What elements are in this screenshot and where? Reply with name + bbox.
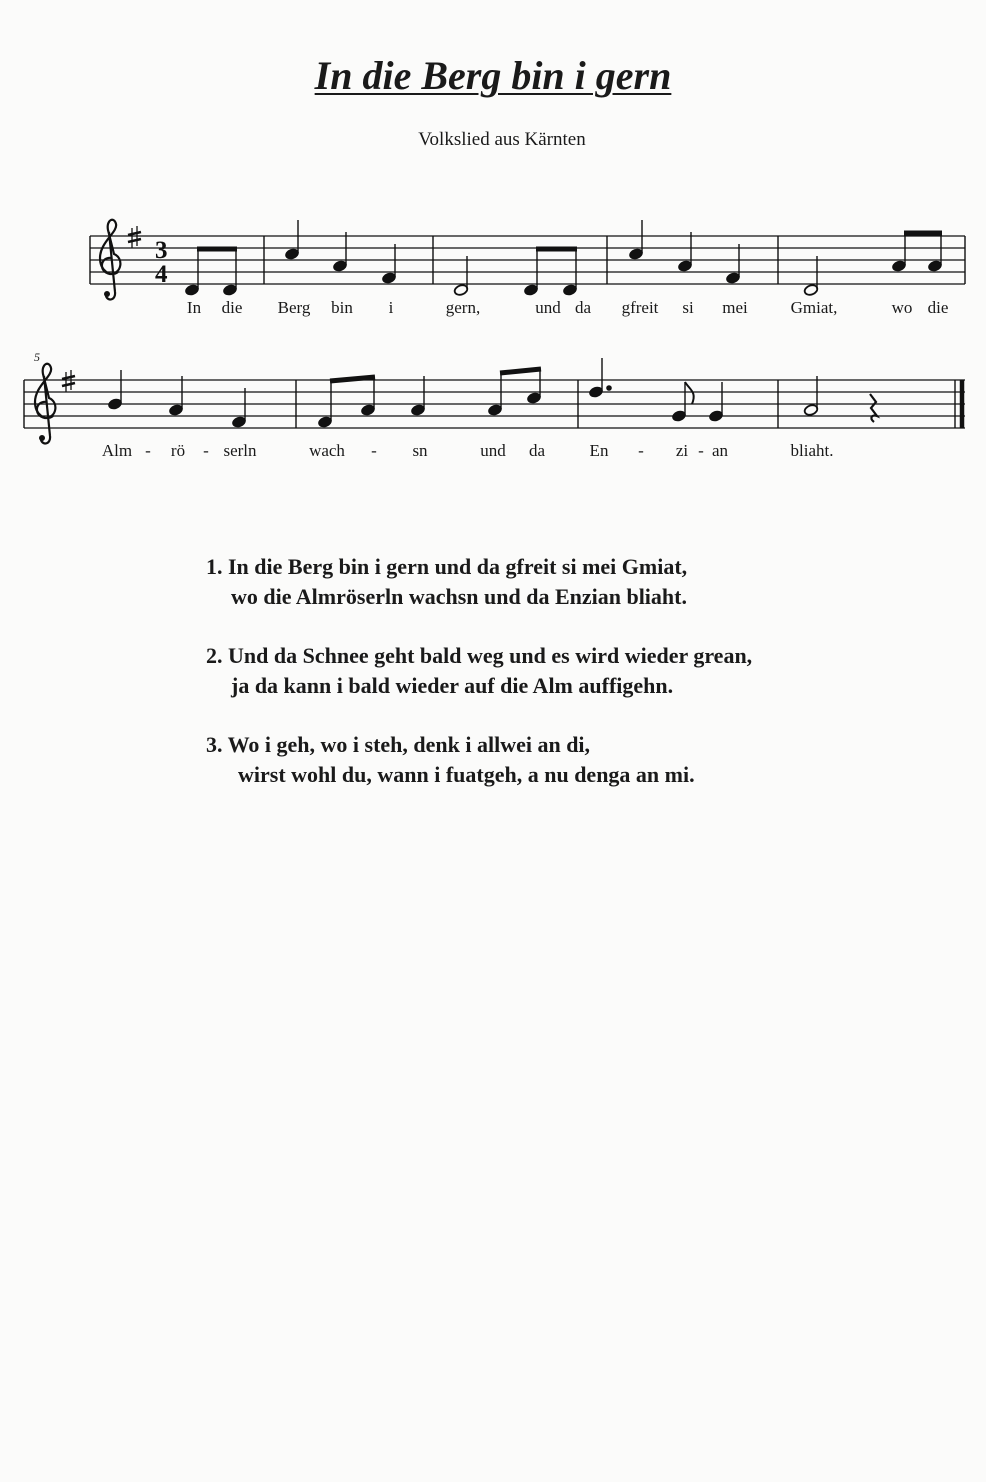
lyric-syllable: und — [480, 441, 506, 460]
lyric-hyphen: - — [145, 441, 151, 460]
lyric-syllable: Gmiat, — [790, 298, 838, 317]
lyric-syllable: wo — [891, 298, 913, 317]
verse-line: 1. In die Berg bin i gern und da gfreit si mei Gmiat, — [206, 554, 688, 579]
staff-system-2 — [24, 380, 965, 428]
verses — [206, 552, 906, 819]
lyric-hyphen: - — [203, 441, 209, 460]
verse-line: wo die Almröserln wachsn und da Enzian bliaht. — [231, 584, 687, 609]
lyric-syllable: die — [221, 298, 243, 317]
sharp-icon — [128, 226, 141, 248]
notes-system-2 — [107, 358, 877, 428]
lyric-syllable: da — [528, 441, 546, 460]
staff-system-1 — [90, 236, 965, 284]
lyric-syllable: Alm — [101, 441, 133, 460]
lyric-syllable: bliaht. — [790, 441, 834, 460]
verse-line: 3. Wo i geh, wo i steh, denk i allwei an di, — [206, 732, 591, 757]
lyric-syllable: an — [711, 441, 729, 460]
lyric-syllable: mei — [722, 298, 748, 317]
song-subtitle: Volkslied aus Kärnten — [418, 129, 586, 150]
lyric-syllable: rö — [170, 441, 186, 460]
lyric-syllable: gfreit — [621, 298, 659, 317]
sheet-music — [0, 0, 986, 500]
staff-lines-2 — [24, 380, 965, 428]
lyric-syllable: wach — [309, 441, 345, 460]
measure-number: 5 — [34, 350, 40, 364]
lyric-syllable: si — [682, 298, 694, 317]
lyric-hyphen: - — [698, 441, 704, 460]
lyric-syllable: i — [388, 298, 394, 317]
song-title: In die Berg bin i gern — [314, 53, 672, 98]
lyric-syllable: bin — [331, 298, 353, 317]
lyric-syllable: En — [589, 441, 609, 460]
lyric-syllable: In — [186, 298, 202, 317]
sharp-icon — [62, 370, 75, 392]
verse-line: wirst wohl du, wann i fuatgeh, a nu denga an mi. — [238, 762, 695, 787]
lyric-syllable: da — [574, 298, 592, 317]
verse-1 — [206, 552, 906, 612]
verse-2 — [206, 641, 906, 701]
verse-line: ja da kann i bald wieder auf die Alm auffigehn. — [231, 673, 674, 698]
verse-line: 2. Und da Schnee geht bald weg und es wird wieder grean, — [206, 643, 753, 668]
lyric-syllable: und — [535, 298, 561, 317]
lyric-hyphen: - — [371, 441, 377, 460]
music-notation — [0, 0, 986, 500]
lyric-syllable: zi — [675, 441, 689, 460]
notes-system-1 — [184, 220, 942, 296]
staff-lines-1 — [90, 236, 965, 284]
lyric-hyphen: - — [638, 441, 644, 460]
lyric-syllable: gern, — [445, 298, 481, 317]
lyric-syllable: die — [927, 298, 949, 317]
time-signature-top: 3 — [155, 237, 168, 264]
quarter-rest-icon — [870, 394, 877, 422]
lyric-syllable: sn — [412, 441, 428, 460]
lyric-syllable: Berg — [277, 298, 311, 317]
time-signature-bottom: 4 — [155, 261, 168, 288]
lyric-syllable: serln — [223, 441, 257, 460]
verse-3 — [206, 730, 906, 790]
